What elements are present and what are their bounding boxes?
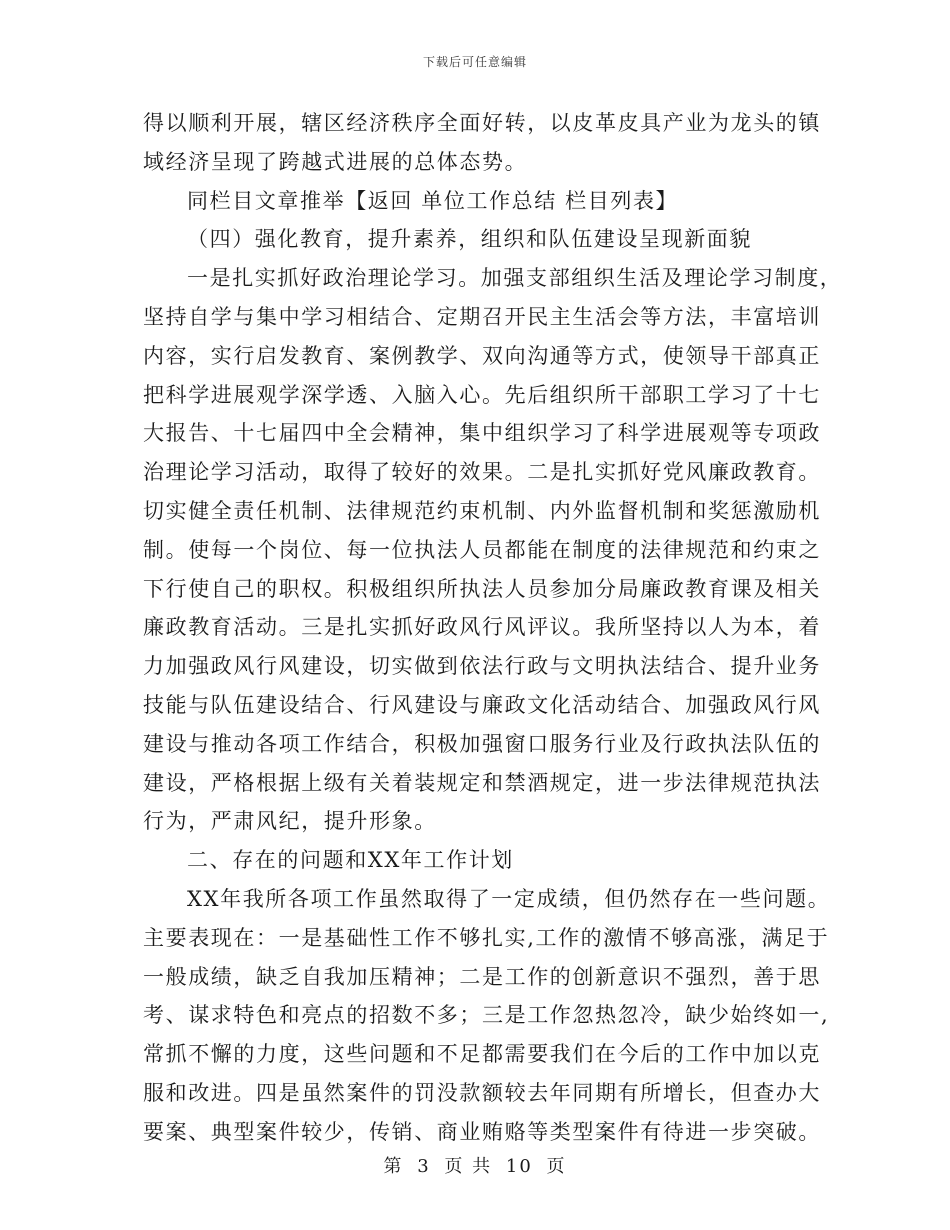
text-line: 大报告、十七届四中全会精神，集中组织学习了科学进展观等专项政 bbox=[143, 421, 821, 446]
text-line: XX年我所各项工作虽然取得了一定成绩，但仍然存在一些问题。 bbox=[187, 886, 831, 911]
text-line: 域经济呈现了跨越式进展的总体态势。 bbox=[143, 149, 528, 174]
text-line: 要案、典型案件较少，传销、商业贿赂等类型案件有待进一步突破。 bbox=[143, 1119, 821, 1144]
text-line: 力加强政风行风建设，切实做到依法行政与文明执法结合、提升业务 bbox=[143, 654, 821, 679]
text-line: 技能与队伍建设结合、行风建设与廉政文化活动结合、加强政风行风 bbox=[143, 692, 821, 717]
text-line: 服和改进。四是虽然案件的罚没款额较去年同期有所增长，但查办大 bbox=[143, 1080, 821, 1105]
text-line: 建设，严格根据上级有关着装规定和禁酒规定，进一步法律规范执法 bbox=[143, 770, 821, 795]
text-line: 考、谋求特色和亮点的招数不多；三是工作忽热忽冷，缺少始终如一, bbox=[143, 1003, 830, 1028]
text-line: 内容，实行启发教育、案例教学、双向沟通等方式，使领导干部真正 bbox=[143, 343, 821, 368]
section-heading: 二、存在的问题和XX年工作计划 bbox=[187, 848, 514, 873]
footer-middle: 页 共 bbox=[444, 1156, 493, 1177]
text-line: 主要表现在：一是基础性工作不够扎实,工作的激情不够高涨，满足于 bbox=[143, 925, 830, 950]
page-header: 下载后可任意编辑 bbox=[422, 55, 527, 69]
text-line: 一是扎实抓好政治理论学习。加强支部组织生活及理论学习制度， bbox=[187, 266, 843, 291]
footer-suffix: 页 bbox=[546, 1156, 567, 1177]
text-line: 切实健全责任机制、法律规范约束机制、内外监督机制和奖惩激励机 bbox=[143, 498, 821, 523]
footer-prefix: 第 bbox=[383, 1156, 404, 1177]
text-line: 把科学进展观学深学透、入脑入心。先后组织所干部职工学习了十七 bbox=[143, 382, 821, 407]
text-line: 廉政教育活动。三是扎实抓好政风行风评议。我所坚持以人为本，着 bbox=[143, 615, 821, 640]
current-page-number: 3 bbox=[417, 1156, 431, 1177]
total-pages-number: 10 bbox=[505, 1156, 533, 1177]
text-line: 下行使自己的职权。积极组织所执法人员参加分局廉政教育课及相关 bbox=[143, 576, 821, 601]
text-line: 行为，严肃风纪，提升形象。 bbox=[143, 809, 437, 834]
text-line: 治理论学习活动，取得了较好的效果。二是扎实抓好党风廉政教育。 bbox=[143, 460, 821, 485]
text-line: 一般成绩，缺乏自我加压精神；二是工作的创新意识不强烈，善于思 bbox=[143, 964, 821, 989]
related-articles-line: 同栏目文章推举【返回 单位工作总结 栏目列表】 bbox=[187, 188, 679, 213]
text-line: 常抓不懈的力度，这些问题和不足都需要我们在今后的工作中加以克 bbox=[143, 1042, 821, 1067]
text-line: 制。使每一个岗位、每一位执法人员都能在制度的法律规范和约束之 bbox=[143, 537, 821, 562]
text-line: 建设与推动各项工作结合，积极加强窗口服务行业及行政执法队伍的 bbox=[143, 731, 821, 756]
section-heading: （四）强化教育，提升素养，组织和队伍建设呈现新面貌 bbox=[187, 227, 752, 252]
document-body bbox=[143, 104, 843, 1152]
text-line: 得以顺利开展，辖区经济秩序全面好转，以皮革皮具产业为龙头的镇 bbox=[143, 111, 821, 135]
text-line: 坚持自学与集中学习相结合、定期召开民主生活会等方法，丰富培训 bbox=[143, 304, 821, 329]
page-footer bbox=[0, 1152, 950, 1178]
